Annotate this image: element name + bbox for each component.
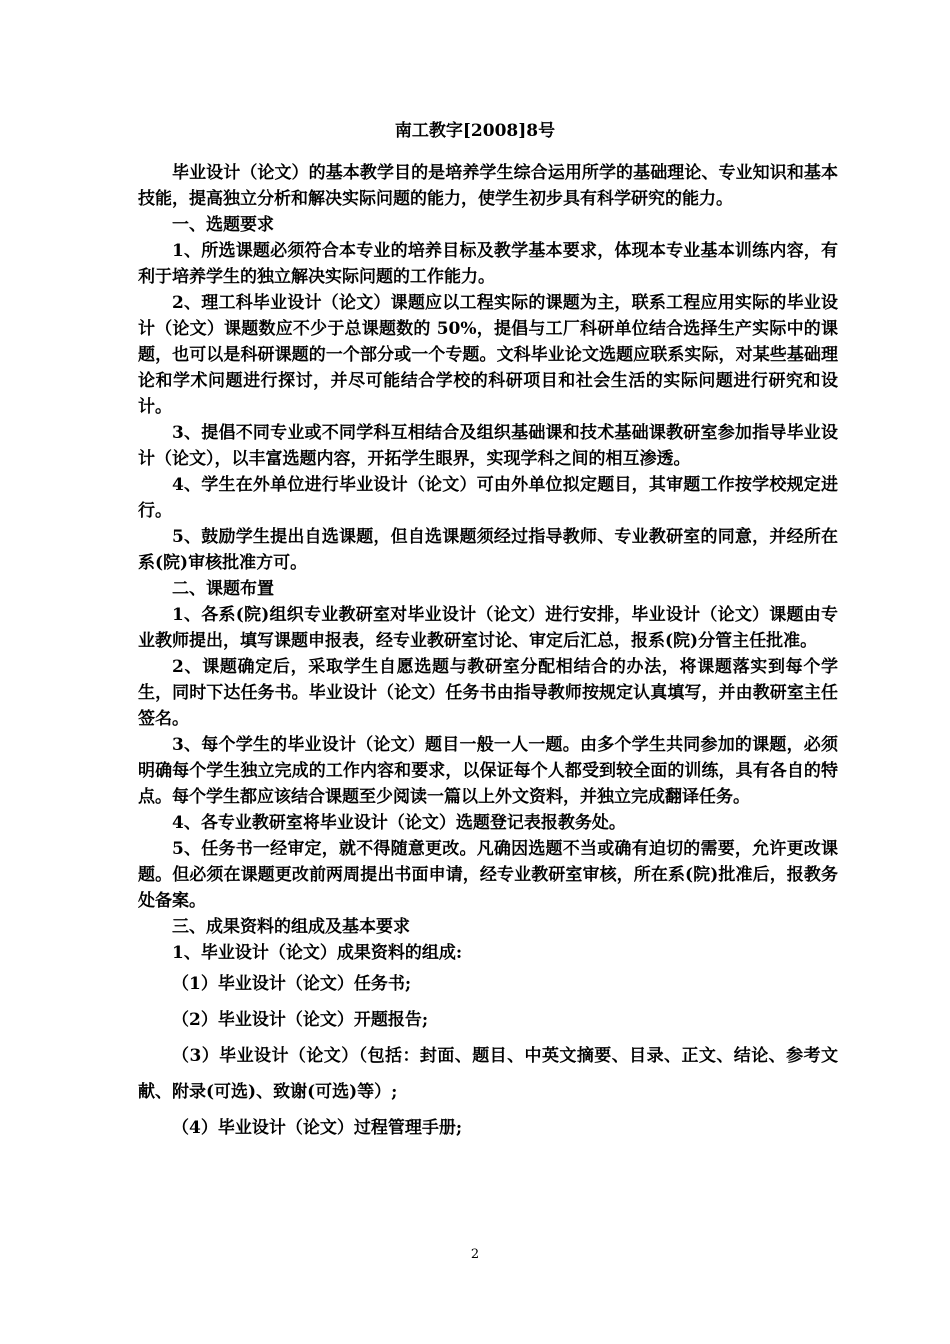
page-number: 2: [470, 1247, 480, 1262]
paragraph-2-2: 2、课题确定后，采取学生自愿选题与教研室分配相结合的办法，将课题落实到每个学生，同时下达任务书。毕业设计（论文）任务书由指导教师按规定认真填写，并由教研室主任签名。: [138, 657, 838, 729]
paragraph-1-1: 1、所选课题必须符合本专业的培养目标及教学基本要求，体现本专业基本训练内容，有利于培养学生的独立解决实际问题的工作能力。: [138, 241, 838, 287]
paragraph-2-3: 3、每个学生的毕业设计（论文）题目一般一人一题。由多个学生共同参加的课题，必须明确每个学生独立完成的工作内容和要求，以保证每个人都受到较全面的训练，具有各自的特点。每个学生都应该结合课题至少阅读一篇以上外文资料，并独立完成翻译任务。: [138, 735, 838, 807]
list-item-task-book: （1）毕业设计（论文）任务书;: [172, 974, 412, 994]
section-heading-topic-selection: 一、选题要求: [172, 215, 274, 235]
section-heading-deliverables: 三、成果资料的组成及基本要求: [172, 917, 410, 937]
list-item-thesis: （3）毕业设计（论文）（包括：封面、题目、中英文摘要、目录、正文、结论、参考文献、附录(可选)、致谢(可选)等）;: [138, 1046, 838, 1102]
section-heading-topic-assignment: 二、课题布置: [172, 579, 274, 599]
intro-paragraph: 毕业设计（论文）的基本教学目的是培养学生综合运用所学的基础理论、专业知识和基本技能，提高独立分析和解决实际问题的能力，使学生初步具有科学研究的能力。: [138, 163, 838, 209]
paragraph-3-1: 1、毕业设计（论文）成果资料的组成:: [172, 943, 463, 963]
paragraph-2-1: 1、各系(院)组织专业教研室对毕业设计（论文）进行安排，毕业设计（论文）课题由专业教师提出，填写课题申报表，经专业教研室讨论、审定后汇总，报系(院)分管主任批准。: [138, 605, 838, 651]
paragraph-1-3: 3、提倡不同专业或不同学科互相结合及组织基础课和技术基础课教研室参加指导毕业设计（论文），以丰富选题内容，开拓学生眼界，实现学科之间的相互渗透。: [138, 423, 838, 469]
document-body: [138, 160, 838, 1146]
paragraph-1-2: 2、理工科毕业设计（论文）课题应以工程实际的课题为主，联系工程应用实际的毕业设计（论文）课题数应不少于总课题数的 50%，提倡与工厂科研单位结合选择生产实际中的课题，也可以是科研课题的一个部分或一个专题。文科毕业论文选题应联系实际，对某些基础理论和学术问题进行探讨，并尽可能结合学校的科研项目和社会生活的实际问题进行研究和设计。: [138, 293, 838, 417]
paragraph-1-4: 4、学生在外单位进行毕业设计（论文）可由外单位拟定题目，其审题工作按学校规定进行。: [138, 475, 838, 521]
document-number-title: 南工教字[2008]8号: [394, 121, 556, 141]
paragraph-2-4: 4、各专业教研室将毕业设计（论文）选题登记表报教务处。: [172, 813, 626, 833]
paragraph-1-5: 5、鼓励学生提出自选课题，但自选课题须经过指导教师、专业教研室的同意，并经所在系(院)审核批准方可。: [138, 527, 838, 573]
list-item-proposal: （2）毕业设计（论文）开题报告;: [172, 1010, 429, 1030]
paragraph-2-5: 5、任务书一经审定，就不得随意更改。凡确因选题不当或确有迫切的需要，允许更改课题。但必须在课题更改前两周提出书面申请，经专业教研室审核，所在系(院)批准后，报教务处备案。: [138, 839, 838, 911]
list-item-process-manual: （4）毕业设计（论文）过程管理手册;: [172, 1118, 463, 1138]
